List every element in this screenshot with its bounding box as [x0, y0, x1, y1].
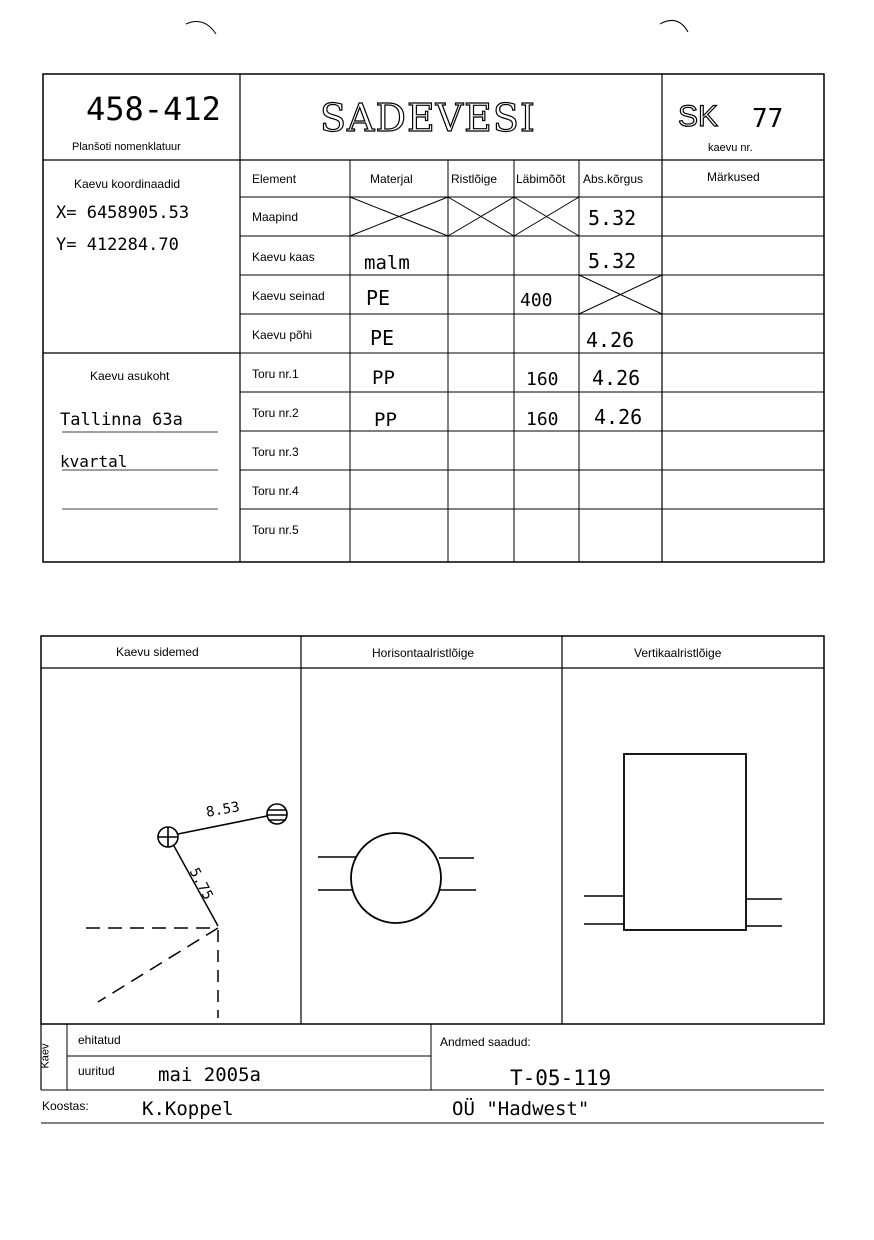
dimension-label: 8.53 [204, 799, 241, 821]
table-cell-elevation: 4.26 [592, 366, 641, 390]
author-value: K.Koppel [142, 1098, 234, 1120]
table-cell-material: PP [372, 367, 395, 389]
table-cell-material: PE [370, 326, 395, 350]
data-value: T-05-119 [510, 1066, 612, 1090]
location-line-2: kvartal [60, 452, 128, 471]
table-row-element: Toru nr.2 [252, 406, 299, 420]
th-element: Element [252, 172, 297, 186]
location-line-1: Tallinna 63a [60, 410, 183, 430]
table-row-element: Maapind [252, 210, 299, 224]
horizontal-section-sketch [318, 833, 476, 923]
vertical-section-sketch [584, 754, 782, 930]
coordinate-y: Y= 412284.70 [56, 235, 179, 255]
vertical-section-header: Vertikaalristlõige [634, 646, 722, 660]
table-cell-elevation: 5.32 [588, 206, 637, 230]
table-row-element: Toru nr.4 [252, 484, 299, 498]
side-label: Kaev [39, 1043, 52, 1069]
author-label: Koostas: [42, 1099, 89, 1113]
table-cell-diameter: 400 [520, 290, 553, 311]
th-section: Ristlõige [451, 172, 498, 186]
th-diameter: Läbimõõt [516, 172, 566, 186]
table-cell-material: malm [364, 252, 410, 274]
horizontal-section-header: Horisontaalristlõige [372, 646, 475, 660]
table-row-element: Kaevu seinad [252, 289, 325, 303]
plan-number: 458-412 [86, 90, 221, 128]
table-cell-material: PP [374, 409, 397, 431]
connections-sketch [86, 804, 287, 1018]
coordinate-x: X= 6458905.53 [56, 203, 190, 223]
table-cell-diameter: 160 [526, 369, 559, 390]
table-cell-diameter: 160 [526, 409, 559, 430]
plan-label: Planšoti nomenklatuur [72, 141, 181, 153]
well-label: kaevu nr. [708, 142, 753, 154]
table-row-element: Toru nr.3 [252, 445, 299, 459]
table-row-element: Toru nr.5 [252, 523, 299, 537]
form-title: SADEVESI [320, 96, 536, 140]
well-number: 77 [752, 104, 784, 134]
built-label: ehitatud [78, 1033, 121, 1047]
table-cell-material: PE [366, 286, 391, 310]
table-row-element: Toru nr.1 [252, 367, 299, 381]
th-notes: Märkused [707, 170, 760, 184]
coordinates-label: Kaevu koordinaadid [74, 177, 181, 191]
dimension-label: 5.75 [185, 865, 216, 903]
table-cell-elevation: 5.32 [588, 249, 637, 273]
data-label: Andmed saadud: [440, 1035, 531, 1049]
table-cell-elevation: 4.26 [594, 405, 643, 429]
company-value: OÜ "Hadwest" [452, 1098, 590, 1120]
th-elevation: Abs.kõrgus [583, 172, 644, 186]
table-cell-elevation: 4.26 [586, 328, 635, 352]
table-row-element: Kaevu põhi [252, 328, 313, 342]
connections-header: Kaevu sidemed [116, 645, 199, 659]
location-label: Kaevu asukoht [90, 369, 170, 383]
th-material: Materjal [370, 172, 413, 186]
well-id: SK [678, 100, 719, 133]
surveyed-value: mai 2005a [158, 1064, 261, 1086]
table-row-element: Kaevu kaas [252, 250, 315, 264]
surveyed-label: uuritud [78, 1064, 115, 1078]
